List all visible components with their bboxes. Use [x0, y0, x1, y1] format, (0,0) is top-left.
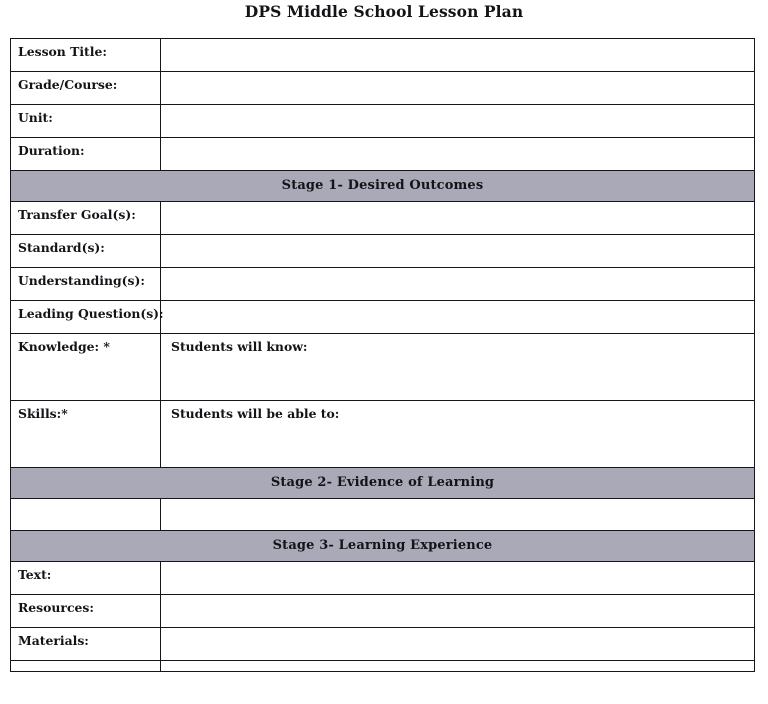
table-row: [11, 499, 755, 531]
field-label-cell: [11, 138, 161, 171]
table-row: [11, 531, 755, 562]
table-row: [11, 301, 755, 334]
field-label-cell: [11, 105, 161, 138]
field-value-cell[interactable]: [161, 628, 755, 661]
field-value: [161, 562, 754, 572]
field-value-cell[interactable]: [161, 661, 755, 672]
field-label-cell: [11, 235, 161, 268]
table-row: [11, 202, 755, 235]
field-value-cell[interactable]: [161, 334, 755, 401]
stage-banner-label: Stage 3- Learning Experience: [272, 538, 493, 553]
field-label: Grade/Course:: [18, 77, 118, 92]
lesson-plan-table-body: [11, 39, 755, 672]
field-label-cell: [11, 628, 161, 661]
field-value-cell[interactable]: [161, 268, 755, 301]
table-row: [11, 171, 755, 202]
field-label: Materials:: [18, 633, 89, 648]
table-row: [11, 562, 755, 595]
stage-banner: [11, 171, 755, 202]
field-value: Students will know:: [171, 339, 308, 354]
field-value: [161, 39, 754, 49]
field-value: [161, 235, 754, 245]
table-row: [11, 268, 755, 301]
field-label-cell: [11, 268, 161, 301]
field-value-cell[interactable]: [161, 235, 755, 268]
field-value: [161, 105, 754, 115]
field-label: Unit:: [18, 110, 53, 125]
field-value: [161, 628, 754, 638]
field-label: Knowledge: *: [18, 339, 110, 354]
table-row: [11, 138, 755, 171]
field-value-cell[interactable]: [161, 301, 755, 334]
table-row: [11, 39, 755, 72]
field-label: Transfer Goal(s):: [18, 207, 136, 222]
table-row: [11, 105, 755, 138]
field-value: [161, 595, 754, 605]
field-label: Standard(s):: [18, 240, 105, 255]
lesson-plan-table: [10, 38, 755, 672]
field-value-cell[interactable]: [161, 499, 755, 531]
field-value: Students will be able to:: [171, 406, 340, 421]
field-label: Text:: [18, 567, 52, 582]
table-row: [11, 468, 755, 499]
field-label-cell: [11, 595, 161, 628]
table-row: [11, 628, 755, 661]
field-label: Resources:: [18, 600, 94, 615]
field-label-cell: [11, 499, 161, 531]
field-label-cell: [11, 72, 161, 105]
stage-banner: [11, 468, 755, 499]
field-label-cell: [11, 39, 161, 72]
stage-banner-label: Stage 1- Desired Outcomes: [281, 178, 484, 193]
field-label: Lesson Title:: [18, 44, 107, 59]
table-row: [11, 595, 755, 628]
field-value: [161, 72, 754, 82]
field-label-cell: [11, 202, 161, 235]
field-value-cell[interactable]: [161, 39, 755, 72]
field-value-cell[interactable]: [161, 562, 755, 595]
field-value-cell[interactable]: [161, 401, 755, 468]
field-value-cell[interactable]: [161, 595, 755, 628]
stage-banner: [11, 531, 755, 562]
field-value: [161, 661, 754, 671]
field-value-cell[interactable]: [161, 105, 755, 138]
field-label-cell: [11, 301, 164, 334]
table-row: [11, 72, 755, 105]
table-row: [11, 334, 755, 401]
field-value-cell[interactable]: [161, 202, 755, 235]
field-label: Understanding(s):: [18, 273, 145, 288]
field-value: [161, 202, 754, 212]
field-label-cell: [11, 334, 161, 401]
field-label-cell: [11, 562, 161, 595]
field-value: [161, 268, 754, 278]
field-value: [161, 301, 754, 311]
field-label-cell: [11, 401, 161, 468]
table-row: [11, 401, 755, 468]
table-row: [11, 661, 755, 672]
table-row: [11, 235, 755, 268]
field-value-cell[interactable]: [161, 72, 755, 105]
field-label: Skills:*: [18, 406, 68, 421]
field-label-cell: [11, 661, 161, 672]
field-label: Duration:: [18, 143, 85, 158]
field-value: [161, 138, 754, 148]
field-value-cell[interactable]: [161, 138, 755, 171]
field-value: [161, 499, 754, 509]
page-title: DPS Middle School Lesson Plan: [244, 2, 524, 21]
stage-banner-label: Stage 2- Evidence of Learning: [270, 475, 495, 490]
field-label: Leading Question(s):: [18, 306, 164, 321]
field-label: [11, 499, 160, 509]
field-label: [11, 661, 160, 671]
